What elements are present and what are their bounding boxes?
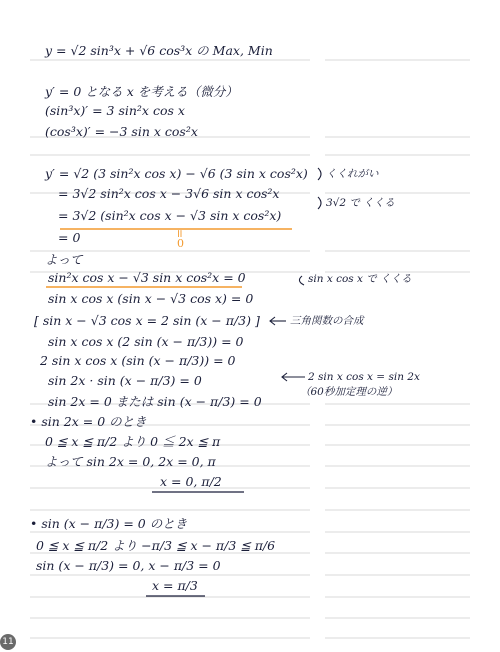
side-note: 2 sin x cos x = sin 2x — [308, 371, 420, 383]
case-heading: • sin 2x = 0 のとき — [30, 414, 147, 429]
step-line: よって sin 2x = 0, 2x = 0, π — [45, 454, 216, 469]
page-number-badge: 11 — [0, 634, 16, 650]
step-line: 0 ≦ x ≦ π/2 より −π/3 ≦ x − π/3 ≦ π/6 — [36, 538, 276, 553]
step-line: 0 ≦ x ≦ π/2 より 0 ≦ 2x ≦ π — [45, 434, 221, 449]
problem-statement: y = √2 sin³x + √6 cos³x の Max, Min — [45, 43, 273, 58]
side-note: （60秒加定理の逆） — [300, 386, 398, 398]
step-line: (cos³x)′ = −3 sin x cos²x — [45, 124, 198, 139]
side-note: 3√2 で くくる — [326, 197, 395, 209]
step-line: = 0 — [58, 230, 81, 245]
step-line: (sin³x)′ = 3 sin²x cos x — [45, 103, 185, 118]
answer-line: x = π/3 — [152, 578, 198, 593]
step-line: = 3√2 (sin²x cos x − √3 sin x cos²x) — [58, 208, 282, 223]
step-line: sin x cos x (2 sin (x − π/3)) = 0 — [48, 334, 244, 349]
side-note: sin x cos x で くくる — [308, 273, 412, 285]
step-line: [ sin x − √3 cos x = 2 sin (x − π/3) ] — [34, 313, 260, 328]
step-line: sin²x cos x − √3 sin x cos²x = 0 — [48, 270, 246, 285]
step-line: sin (x − π/3) = 0, x − π/3 = 0 — [36, 558, 221, 573]
step-line: よって — [45, 252, 83, 267]
step-line: y′ = 0 となる x を考える（微分） — [45, 84, 238, 99]
step-line: sin 2x = 0 または sin (x − π/3) = 0 — [48, 394, 262, 409]
orange-equals-mark: ॥ — [176, 227, 183, 240]
step-line: 2 sin x cos x (sin (x − π/3)) = 0 — [40, 353, 236, 368]
step-line: = 3√2 sin²x cos x − 3√6 sin x cos²x — [58, 186, 280, 201]
step-line: sin 2x · sin (x − π/3) = 0 — [48, 373, 202, 388]
case-heading: • sin (x − π/3) = 0 のとき — [30, 516, 188, 531]
side-note: くくれがい — [326, 168, 379, 180]
step-line: y′ = √2 (3 sin²x cos x) − √6 (3 sin x cos²x) — [45, 166, 308, 181]
step-line: sin x cos x (sin x − √3 cos x) = 0 — [48, 291, 254, 306]
side-note: 三角関数の合成 — [290, 315, 364, 327]
orange-zero-mark: 0 — [177, 237, 184, 250]
answer-line: x = 0, π/2 — [160, 474, 222, 489]
